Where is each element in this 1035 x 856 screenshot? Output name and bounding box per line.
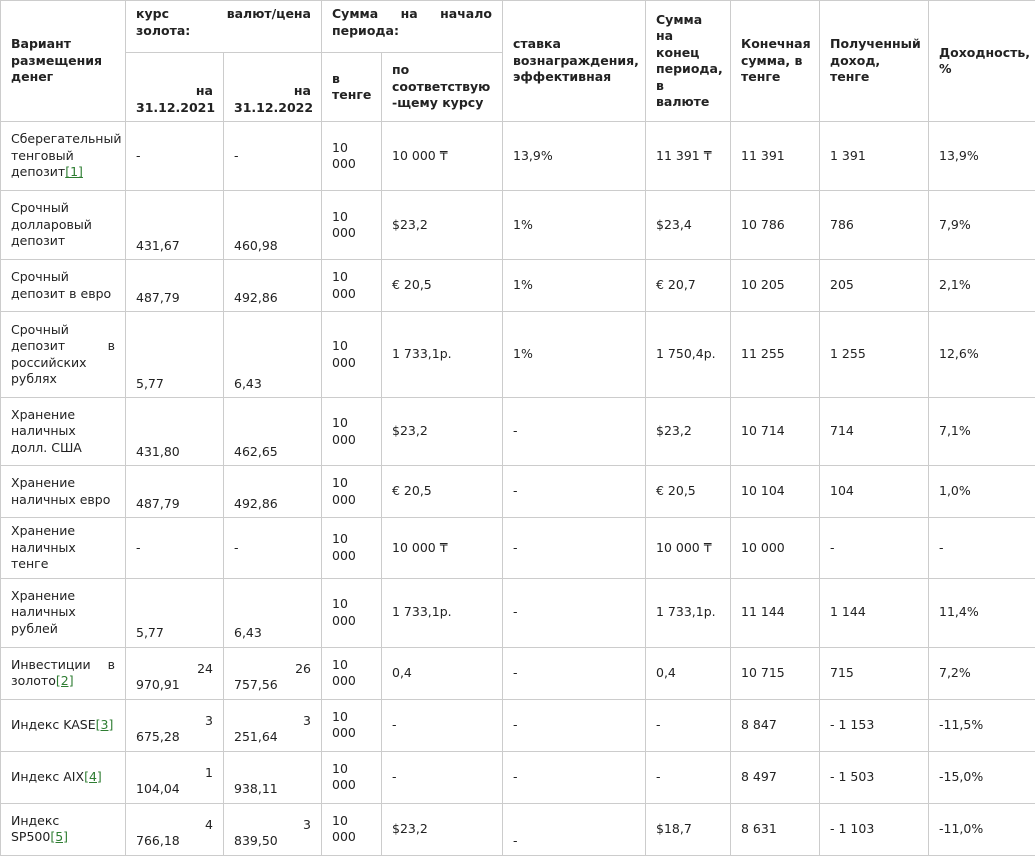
cell-yield: - <box>929 518 1035 579</box>
cell-rate-2021: 3 675,28 <box>126 699 224 751</box>
table-row <box>1 466 1035 518</box>
cell-reward-rate: - <box>503 647 646 699</box>
cell-end-currency: $23,2 <box>646 398 731 466</box>
variant-name: Сберегательный тенговый депозит <box>11 131 122 180</box>
cell-reward-rate: 1% <box>503 260 646 312</box>
cell-variant <box>1 647 126 699</box>
cell-rate-2021: 431,80 <box>126 398 224 466</box>
cell-income: 205 <box>820 260 929 312</box>
cell-start-tenge: 10 000 <box>322 191 382 260</box>
footnote-link[interactable]: [3] <box>95 716 114 732</box>
cell-rate-2021: - <box>126 122 224 191</box>
cell-rate-2022: - <box>224 122 322 191</box>
cell-rate-2022: 492,86 <box>224 466 322 518</box>
cell-income: - 1 103 <box>820 803 929 855</box>
footnote-link[interactable]: [2] <box>55 673 74 688</box>
table-row <box>1 751 1035 803</box>
header-final-sum: Конечная сумма, в тенге <box>731 1 820 122</box>
cell-rate-2022: 26 757,56 <box>224 647 322 699</box>
header-start-currency: по соответствую-щему курсу <box>382 53 503 122</box>
cell-end-currency: $23,4 <box>646 191 731 260</box>
cell-rate-2022: 462,65 <box>224 398 322 466</box>
cell-rate-2022: 6,43 <box>224 578 322 647</box>
variant-name: Хранение наличных долл. США <box>11 406 82 455</box>
table-row <box>1 518 1035 579</box>
cell-final-sum: 11 144 <box>731 578 820 647</box>
cell-final-sum: 11 391 <box>731 122 820 191</box>
cell-yield: 7,1% <box>929 398 1035 466</box>
cell-end-currency: 1 733,1р. <box>646 578 731 647</box>
cell-rate-2022: 492,86 <box>224 260 322 312</box>
cell-start-tenge: 10 000 <box>322 803 382 855</box>
table-row <box>1 260 1035 312</box>
cell-yield: -11,0% <box>929 803 1035 855</box>
cell-income: - 1 503 <box>820 751 929 803</box>
cell-start-currency: $23,2 <box>382 191 503 260</box>
header-rate: курс валют/цена золота: <box>126 1 322 53</box>
cell-reward-rate: - <box>503 578 646 647</box>
cell-rate-2022: 460,98 <box>224 191 322 260</box>
variant-name: Инвестиции в золото <box>11 656 115 688</box>
cell-start-tenge: 10 000 <box>322 578 382 647</box>
header-yield: Доходность, % <box>929 1 1035 122</box>
cell-reward-rate: - <box>503 751 646 803</box>
cell-yield: 2,1% <box>929 260 1035 312</box>
cell-end-currency: 11 391 ₸ <box>646 122 731 191</box>
header-start-tenge: в тенге <box>322 53 382 122</box>
cell-reward-rate: 1% <box>503 191 646 260</box>
cell-reward-rate: - <box>503 466 646 518</box>
cell-yield: 7,9% <box>929 191 1035 260</box>
cell-start-currency: € 20,5 <box>382 260 503 312</box>
cell-final-sum: 10 205 <box>731 260 820 312</box>
cell-start-currency: - <box>382 751 503 803</box>
cell-end-currency: € 20,5 <box>646 466 731 518</box>
header-rate-2022: на 31.12.2022 <box>224 53 322 122</box>
cell-end-currency: € 20,7 <box>646 260 731 312</box>
cell-reward-rate: - <box>503 518 646 579</box>
cell-start-currency: 1 733,1р. <box>382 312 503 398</box>
header-rate-2021: на 31.12.2021 <box>126 53 224 122</box>
cell-variant <box>1 803 126 855</box>
cell-income: 715 <box>820 647 929 699</box>
cell-income: 786 <box>820 191 929 260</box>
cell-start-currency: - <box>382 699 503 751</box>
variant-name: Хранение наличных евро <box>11 475 111 507</box>
cell-start-currency: 10 000 ₸ <box>382 122 503 191</box>
cell-variant <box>1 312 126 398</box>
cell-rate-2021: 487,79 <box>126 260 224 312</box>
cell-start-tenge: 10 000 <box>322 122 382 191</box>
cell-start-currency: € 20,5 <box>382 466 503 518</box>
variant-name: Срочный депозит в российских рублях <box>11 321 115 386</box>
cell-start-tenge: 10 000 <box>322 466 382 518</box>
cell-variant <box>1 699 126 751</box>
header-end-currency: Сумма на конец периода, в валюте <box>646 1 731 122</box>
cell-start-currency: $23,2 <box>382 803 503 855</box>
cell-final-sum: 10 786 <box>731 191 820 260</box>
cell-income: 104 <box>820 466 929 518</box>
cell-rate-2021: 5,77 <box>126 312 224 398</box>
cell-rate-2022: 3 839,50 <box>224 803 322 855</box>
cell-final-sum: 10 000 <box>731 518 820 579</box>
cell-final-sum: 11 255 <box>731 312 820 398</box>
cell-rate-2022: 938,11 <box>224 751 322 803</box>
cell-variant <box>1 751 126 803</box>
table-row <box>1 122 1035 191</box>
variant-name: Хранение наличных тенге <box>11 523 76 571</box>
variant-name: Индекс SP500 <box>11 812 60 844</box>
cell-variant <box>1 518 126 579</box>
cell-rate-2021: - <box>126 518 224 579</box>
cell-end-currency: 1 750,4р. <box>646 312 731 398</box>
cell-start-tenge: 10 000 <box>322 647 382 699</box>
cell-reward-rate: - <box>503 398 646 466</box>
table-row <box>1 578 1035 647</box>
cell-yield: 11,4% <box>929 578 1035 647</box>
variant-name: Индекс KASE <box>11 716 96 732</box>
cell-rate-2021: 24 970,91 <box>126 647 224 699</box>
cell-reward-rate: - <box>503 803 646 855</box>
cell-start-tenge: 10 000 <box>322 260 382 312</box>
cell-income: 1 255 <box>820 312 929 398</box>
cell-start-tenge: 10 000 <box>322 699 382 751</box>
cell-yield: 12,6% <box>929 312 1035 398</box>
footnote-link[interactable]: [4] <box>84 768 102 784</box>
cell-start-currency: $23,2 <box>382 398 503 466</box>
table-row <box>1 191 1035 260</box>
table-row <box>1 312 1035 398</box>
cell-variant <box>1 191 126 260</box>
cell-final-sum: 8 847 <box>731 699 820 751</box>
table-row <box>1 647 1035 699</box>
cell-variant <box>1 260 126 312</box>
variant-name: Индекс AIX <box>11 768 85 784</box>
cell-end-currency: - <box>646 699 731 751</box>
cell-final-sum: 10 104 <box>731 466 820 518</box>
cell-start-tenge: 10 000 <box>322 398 382 466</box>
cell-end-currency: $18,7 <box>646 803 731 855</box>
cell-reward-rate: - <box>503 699 646 751</box>
cell-variant <box>1 398 126 466</box>
variant-name: Хранение наличных рублей <box>11 587 76 636</box>
cell-income: 1 391 <box>820 122 929 191</box>
cell-end-currency: - <box>646 751 731 803</box>
cell-rate-2021: 4 766,18 <box>126 803 224 855</box>
cell-start-tenge: 10 000 <box>322 751 382 803</box>
cell-variant <box>1 578 126 647</box>
table-row <box>1 803 1035 855</box>
cell-variant <box>1 122 126 191</box>
cell-rate-2021: 1 104,04 <box>126 751 224 803</box>
footnote-link[interactable]: [5] <box>50 829 69 844</box>
cell-end-currency: 10 000 ₸ <box>646 518 731 579</box>
header-start-sum: Сумма на начало периода: <box>322 1 503 53</box>
header-variant: Вариант размещения денег <box>1 1 126 122</box>
header-reward-rate: ставка вознаграждения, эффективная <box>503 1 646 122</box>
cell-income: 1 144 <box>820 578 929 647</box>
cell-final-sum: 8 497 <box>731 751 820 803</box>
cell-yield: 7,2% <box>929 647 1035 699</box>
table-body <box>1 122 1035 856</box>
cell-yield: -15,0% <box>929 751 1035 803</box>
cell-income: - 1 153 <box>820 699 929 751</box>
cell-rate-2022: 3 251,64 <box>224 699 322 751</box>
cell-reward-rate: 1% <box>503 312 646 398</box>
cell-end-currency: 0,4 <box>646 647 731 699</box>
cell-rate-2021: 487,79 <box>126 466 224 518</box>
cell-rate-2022: 6,43 <box>224 312 322 398</box>
cell-yield: 13,9% <box>929 122 1035 191</box>
cell-start-currency: 1 733,1р. <box>382 578 503 647</box>
cell-rate-2021: 5,77 <box>126 578 224 647</box>
cell-start-currency: 10 000 ₸ <box>382 518 503 579</box>
cell-start-tenge: 10 000 <box>322 312 382 398</box>
cell-start-currency: 0,4 <box>382 647 503 699</box>
cell-income: - <box>820 518 929 579</box>
table-row <box>1 699 1035 751</box>
table-row <box>1 398 1035 466</box>
cell-variant <box>1 466 126 518</box>
cell-final-sum: 10 715 <box>731 647 820 699</box>
variant-name: Срочный долларовый депозит <box>11 200 92 249</box>
cell-final-sum: 10 714 <box>731 398 820 466</box>
cell-final-sum: 8 631 <box>731 803 820 855</box>
cell-rate-2022: - <box>224 518 322 579</box>
cell-yield: -11,5% <box>929 699 1035 751</box>
cell-rate-2021: 431,67 <box>126 191 224 260</box>
cell-income: 714 <box>820 398 929 466</box>
cell-yield: 1,0% <box>929 466 1035 518</box>
cell-reward-rate: 13,9% <box>503 122 646 191</box>
footnote-link[interactable]: [1] <box>65 164 83 180</box>
header-income: Полученный доход, тенге <box>820 1 929 122</box>
variant-name: Срочный депозит в евро <box>11 269 112 301</box>
cell-start-tenge: 10 000 <box>322 518 382 579</box>
